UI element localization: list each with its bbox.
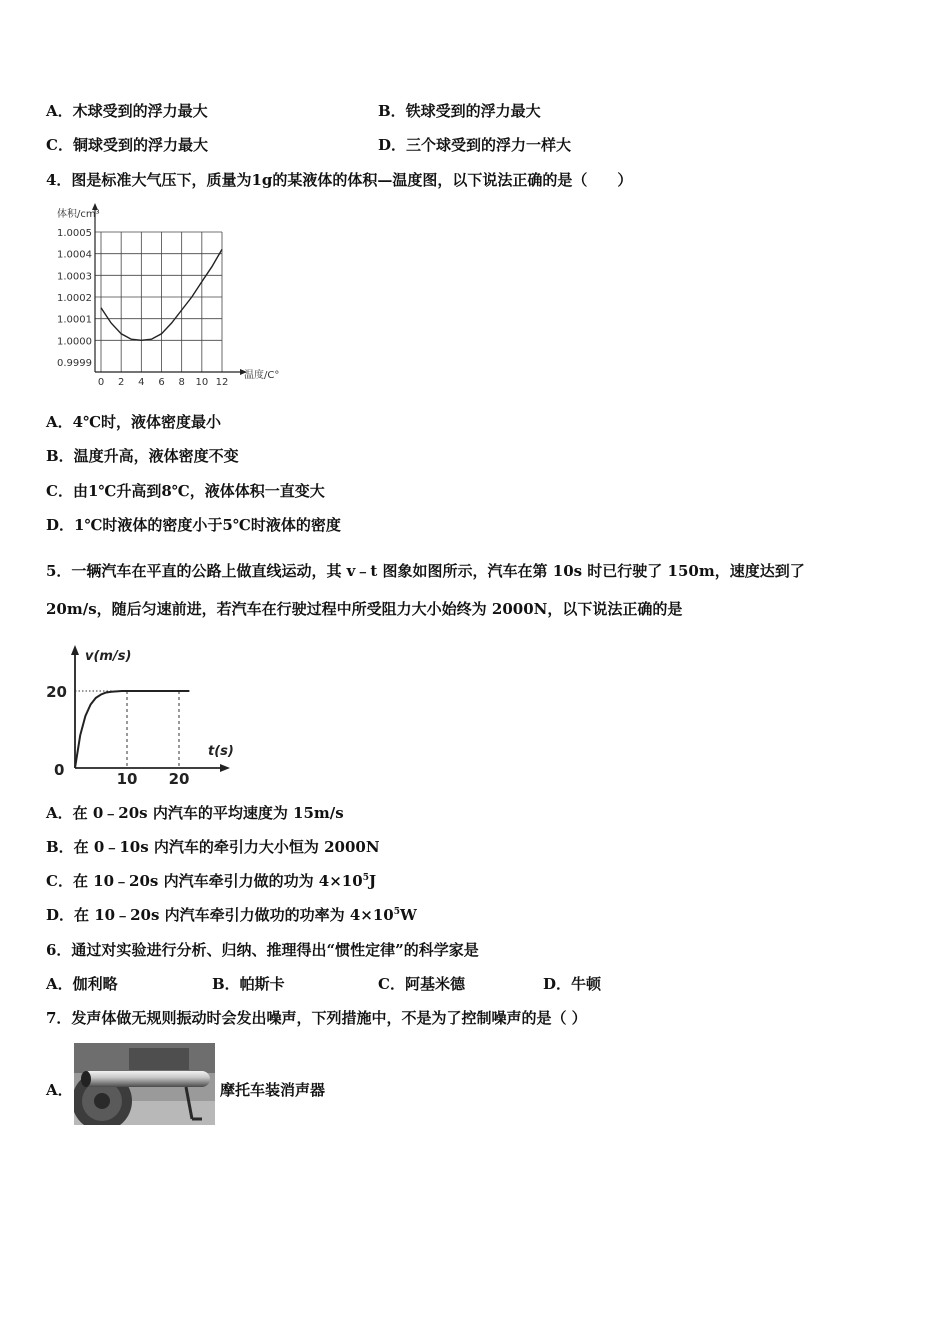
chart2-origin: 0: [54, 761, 65, 779]
q5-option-b: B．在 0﹣10s 内汽车的牵引力大小恒为 2000N: [46, 838, 380, 856]
q3-option-d: D．三个球受到的浮力一样大: [378, 136, 572, 154]
q4-stem: 4．图是标准大气压下，质量为1g的某液体的体积—温度图，以下说法正确的是（ ）: [46, 171, 633, 189]
chart1-x-tick-label: 2: [117, 377, 125, 385]
q5-option-c-text: C．在 10﹣20s 内汽车牵引力做的功为 4×10: [46, 872, 363, 890]
q5-option-d-unit: W: [400, 906, 417, 924]
chart1-y-tick-label: 0.9999: [57, 358, 92, 369]
q4-option-d: D．1℃时液体的密度小于5℃时液体的密度: [46, 516, 341, 534]
chart1-x-tick-label: 0: [97, 377, 105, 385]
q5-option-c: [46, 871, 376, 891]
chart1-x-tick-label: 8: [178, 377, 185, 385]
q6-option-a: A．伽利略: [46, 975, 118, 993]
q3-option-a: A．木球受到的浮力最大: [46, 102, 208, 120]
chart2-x-tick-label: 20: [168, 770, 190, 788]
q4-option-c: C．由1℃升高到8℃，液体体积一直变大: [46, 482, 325, 500]
q6-stem: 6．通过对实验进行分析、归纳、推理得出“惯性定律”的科学家是: [46, 941, 479, 959]
chart1-y-tick-label: 1.0004: [57, 249, 92, 261]
q5-option-d-exponent: 5: [393, 907, 401, 917]
q6-option-d: D．牛顿: [543, 975, 602, 993]
q5-option-a: A．在 0﹣20s 内汽车的平均速度为 15m/s: [46, 804, 344, 822]
chart1-xlabel: 温度/C°: [244, 370, 280, 381]
chart1-y-tick-label: 1.0001: [57, 314, 92, 326]
chart1-x-tick-label: 6: [158, 377, 165, 385]
chart1-x-ticks: [98, 377, 229, 385]
q6-option-c: C．阿基米德: [378, 975, 465, 993]
velocity-time-chart: [40, 640, 250, 790]
chart1-y-tick-label: 1.0000: [57, 336, 92, 348]
motorcycle-muffler-photo: [74, 1043, 215, 1125]
q5-option-d: [46, 905, 417, 925]
q5-option-d-text: D．在 10﹣20s 内汽车牵引力做功的功率为 4×10: [46, 906, 394, 924]
chart1-y-tick-label: 1.0003: [57, 271, 92, 283]
q5-stem-line2: 20m/s，随后匀速前进，若汽车在行驶过程中所受阻力大小始终为 2000N，以下说法正确的是: [46, 600, 683, 618]
q5-option-c-exponent: 5: [362, 873, 369, 883]
chart1-y-tick-label: 1.0002: [57, 293, 92, 304]
q5-stem-line1: 5．一辆汽车在平直的公路上做直线运动，其 v﹣t 图象如图所示，汽车在第 10s 时已行驶了 150m，速度达到了: [46, 562, 805, 580]
volume-temperature-chart: [50, 200, 300, 385]
chart1-x-tick-label: 10: [195, 377, 209, 385]
chart1-x-tick-label: 12: [215, 377, 229, 385]
chart1-y-ticks: [57, 228, 92, 369]
q3-option-c: C．铜球受到的浮力最大: [46, 136, 208, 154]
chart2-y-tick-label: 20: [46, 683, 67, 701]
q7-stem: 7．发声体做无规则振动时会发出噪声，下列措施中，不是为了控制噪声的是（ ）: [46, 1009, 587, 1027]
chart2-ylabel: v(m/s): [85, 649, 132, 664]
chart2-x-arrow: [220, 764, 230, 772]
chart2-ticks: [46, 683, 189, 788]
chart1-ylabel: 体积/cm³: [57, 209, 100, 220]
q4-option-a: A．4℃时，液体密度最小: [46, 413, 222, 431]
chart2-x-tick-label: 10: [116, 770, 138, 788]
chart2-xlabel: t(s): [208, 744, 234, 759]
chart2-curve: [75, 691, 189, 768]
q7-option-a-label: A．: [46, 1081, 73, 1099]
q3-option-b: B．铁球受到的浮力最大: [378, 102, 541, 120]
chart2-y-arrow: [71, 645, 79, 655]
chart1-x-tick-label: 4: [138, 377, 145, 385]
q4-option-b: B．温度升高，液体密度不变: [46, 447, 239, 465]
q6-option-b: B．帕斯卡: [212, 975, 285, 993]
q5-option-c-unit: J: [368, 872, 377, 890]
q7-option-a-text: 摩托车装消声器: [220, 1081, 326, 1099]
chart1-y-tick-label: 1.0005: [57, 228, 92, 239]
chart1-grid: [95, 232, 222, 372]
